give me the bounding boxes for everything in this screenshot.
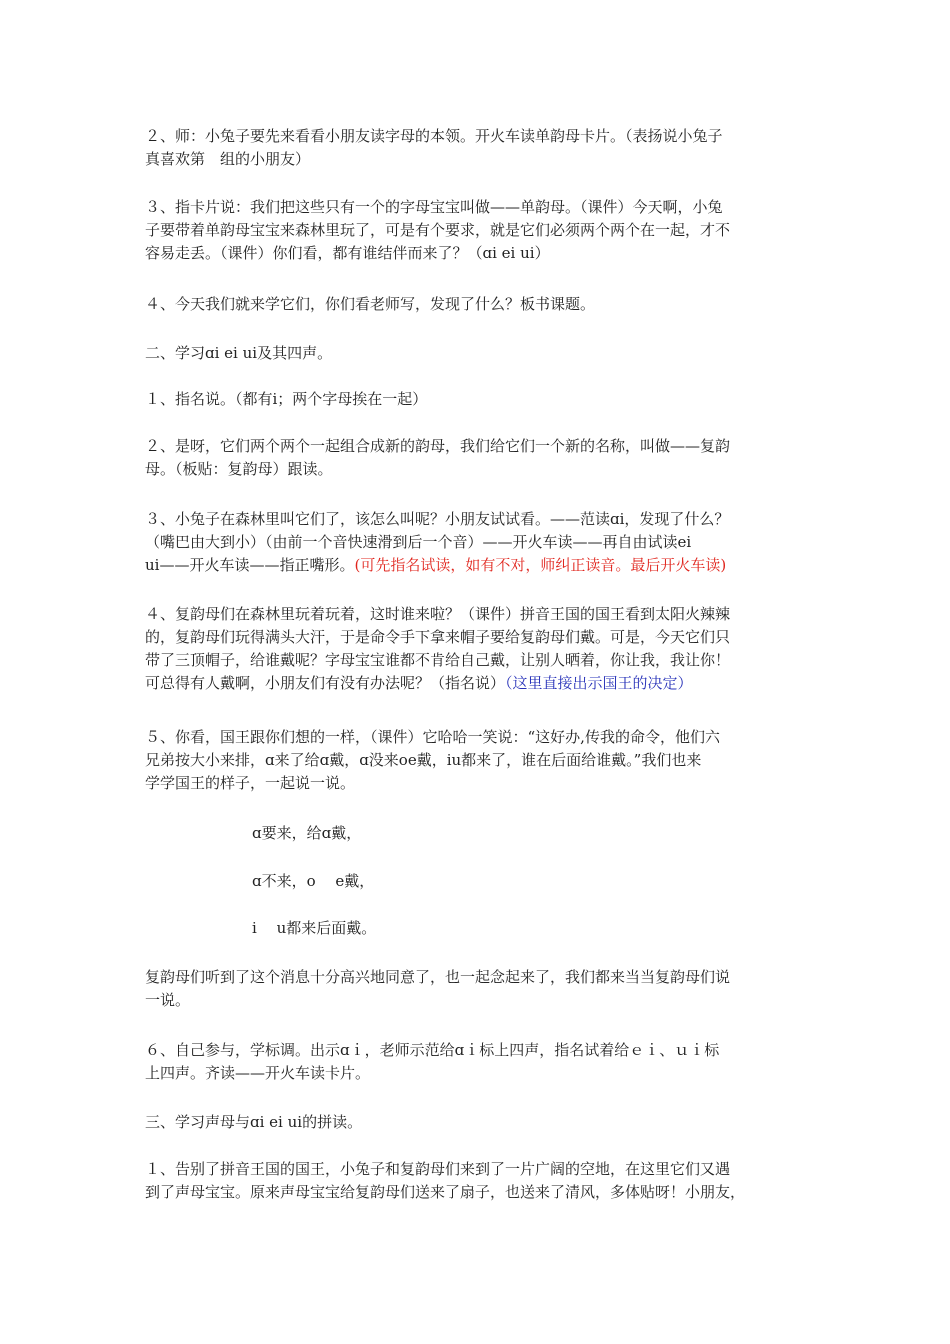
section-heading-3 [145, 1111, 810, 1134]
paragraph-section2-step-2 [145, 435, 810, 481]
text-line: （嘴巴由大到小）（由前一个音快速滑到后一个音）——开火车读——再自由试读ei [145, 533, 692, 551]
text-line-mixed [145, 554, 810, 577]
paragraph-section2-step-5 [145, 726, 810, 795]
text-line: ６、自己参与，学标调。出示ɑｉ，老师示范给ɑｉ标上四声，指名试着给ｅｉ、ｕｉ标 [145, 1041, 720, 1059]
text-line: 一说。 [145, 991, 191, 1009]
text-line: 子要带着单韵母宝宝来森林里玩了，可是有个要求，就是它们必须两个两个在一起，才不 [145, 221, 731, 239]
rhyme-line-3: i u都来后面戴。 [252, 919, 377, 937]
paragraph-step-2 [145, 125, 810, 171]
text-segment: ui——开火车读——指正嘴形。 [145, 556, 355, 574]
section-heading-2 [145, 342, 810, 365]
rhyme-line-2: ɑ不来，o e戴， [252, 872, 375, 890]
teacher-note-red: (可先指名试读，如有不对，师纠正读音。最后开火车读) [354, 556, 727, 574]
teacher-note-blue: （这里直接出示国王的决定） [505, 674, 693, 692]
text-line: １、指名说。（都有i；两个字母挨在一起） [145, 390, 428, 408]
text-line: 的，复韵母们玩得满头大汗，于是命令手下拿来帽子要给复韵母们戴。可是，今天它们只 [145, 628, 731, 646]
paragraph-section2-step-3 [145, 508, 810, 577]
paragraph-section3-step-1 [145, 1158, 810, 1204]
text-line: ５、你看，国王跟你们想的一样，（课件）它哈哈一笑说：“这好办,传我的命令，他们六 [145, 728, 720, 746]
text-segment: 可总得有人戴啊，小朋友们有没有办法呢？（指名说） [145, 674, 506, 692]
text-line: ４、复韵母们在森林里玩着玩着，这时谁来啦？（课件）拼音王国的国王看到太阳火辣辣 [145, 605, 731, 623]
text-line: 到了声母宝宝。原来声母宝宝给复韵母们送来了扇子，也送来了清风，多体贴呀！小朋友， [145, 1183, 746, 1201]
rhyme-line-1: ɑ要来，给ɑ戴， [252, 824, 362, 842]
paragraph-section2-step-1 [145, 388, 810, 411]
paragraph-section2-step-4 [145, 603, 810, 695]
text-line: 真喜欢第 组的小朋友） [145, 150, 311, 168]
heading-text: 二、学习ɑi ei ui及其四声。 [145, 344, 333, 362]
paragraph-summary [145, 966, 810, 1012]
text-line: 容易走丢。（课件）你们看，都有谁结伴而来了？（ɑi ei ui） [145, 244, 550, 262]
paragraph-step-4 [145, 293, 810, 316]
text-line: 母。（板贴：复韵母）跟读。 [145, 460, 333, 478]
text-line-mixed [145, 672, 810, 695]
text-line: ２、师：小兔子要先来看看小朋友读字母的本领。开火车读单韵母卡片。（表扬说小兔子 [145, 127, 723, 145]
text-line: 上四声。齐读——开火车读卡片。 [145, 1064, 371, 1082]
text-line: 学学国王的样子，一起说一说。 [145, 774, 356, 792]
text-line: ４、今天我们就来学它们，你们看老师写，发现了什么？板书课题。 [145, 295, 596, 313]
text-line: １、告别了拼音王国的国王，小兔子和复韵母们来到了一片广阔的空地，在这里它们又遇 [145, 1160, 731, 1178]
text-line: ２、是呀，它们两个两个一起组合成新的韵母，我们给它们一个新的名称，叫做——复韵 [145, 437, 731, 455]
paragraph-step-3 [145, 196, 810, 265]
text-line: ３、指卡片说：我们把这些只有一个的字母宝宝叫做——单韵母。（课件）今天啊，小兔 [145, 198, 723, 216]
paragraph-section2-step-6 [145, 1039, 810, 1085]
text-line: 带了三顶帽子，给谁戴呢？字母宝宝谁都不肯给自己戴，让别人晒着，你让我，我让你！ [145, 651, 731, 669]
text-line: 复韵母们听到了这个消息十分高兴地同意了，也一起念起来了，我们都来当当复韵母们说 [145, 968, 731, 986]
heading-text: 三、学习声母与ɑi ei ui的拼读。 [145, 1113, 363, 1131]
text-line: 兄弟按大小来排，ɑ来了给ɑ戴，ɑ没来oe戴，iu都来了，谁在后面给谁戴。”我们也来 [145, 751, 702, 769]
text-line: ３、小兔子在森林里叫它们了，该怎么叫呢？小朋友试试看。——范读ɑi，发现了什么？ [145, 510, 730, 528]
